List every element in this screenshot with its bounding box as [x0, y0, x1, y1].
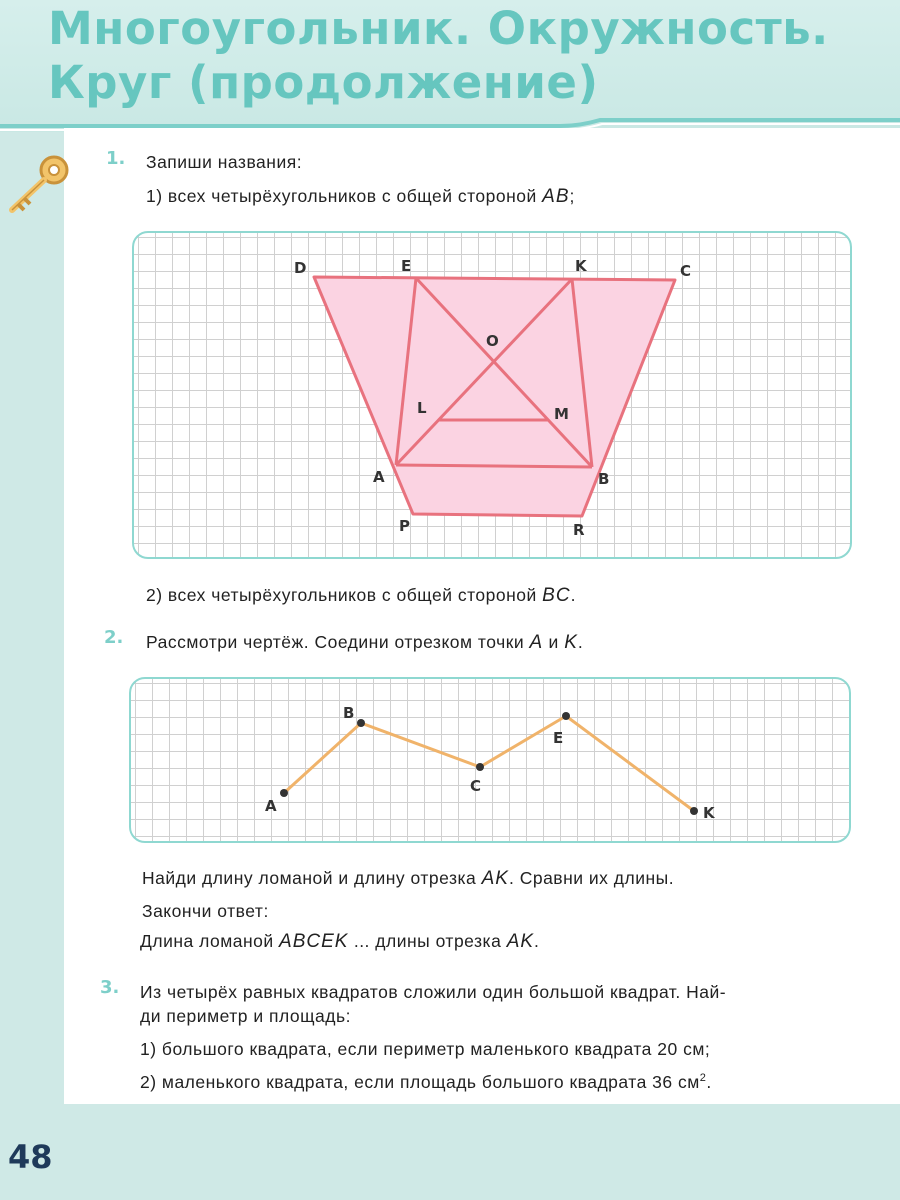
task2-find-suffix: . Сравни их длины. — [508, 868, 675, 888]
task2-intro-text: Рассмотри чертёж. Соедини отрезком точки — [146, 632, 530, 652]
superscript-2: 2 — [699, 1072, 707, 1085]
task1-item1-text: 1) всех четырёхугольников с общей стороной — [146, 186, 543, 206]
var-a: A — [529, 632, 544, 653]
point-b — [357, 719, 365, 727]
label-c: C — [680, 262, 692, 280]
label-a2: A — [265, 797, 277, 815]
task1-item2-suffix: . — [570, 585, 576, 605]
point-c — [476, 763, 484, 771]
task2-answer-suffix: . — [534, 931, 540, 951]
label-c2: C — [470, 777, 482, 795]
task1-item2-text: 2) всех четырёхугольников с общей стороной — [146, 585, 543, 605]
label-m: M — [554, 405, 569, 423]
task3-line2: ди периметр и площадь: — [140, 1006, 351, 1026]
var-ak-2: AK — [506, 931, 535, 952]
page-number: 48 — [8, 1138, 53, 1176]
var-ab: AB — [542, 186, 570, 207]
label-o: O — [486, 332, 499, 350]
task3-line1: Из четырёх равных квадратов сложили один большой квадрат. Най- — [140, 982, 727, 1002]
task3-number: 3. — [100, 977, 120, 998]
label-k: K — [575, 257, 587, 275]
label-k2: K — [703, 804, 715, 822]
label-b: B — [598, 470, 610, 488]
task2-find — [142, 868, 674, 890]
label-d: D — [294, 259, 307, 277]
task3-item1: 1) большого квадрата, если периметр маленького квадрата 20 см; — [140, 1039, 711, 1059]
point-e — [562, 712, 570, 720]
label-a: A — [373, 468, 385, 486]
task2-conj: и — [543, 632, 565, 652]
label-r: R — [573, 521, 585, 539]
label-p: P — [399, 517, 410, 535]
var-ak: AK — [481, 868, 509, 889]
task3-item2-text: 2) маленького квадрата, если площадь большого квадрата 36 см — [140, 1072, 700, 1092]
label-e2: E — [553, 729, 564, 747]
task2-answer-text: Длина ломаной — [140, 931, 280, 951]
point-k — [690, 807, 698, 815]
label-l: L — [417, 399, 427, 417]
title-line-1: Многоугольник. Окружность. — [48, 2, 829, 55]
label-b2: B — [343, 704, 355, 722]
task3-item2 — [140, 1072, 712, 1093]
task2-answer — [140, 931, 539, 953]
polyline-abcek — [284, 716, 694, 811]
var-abcek: ABCEK — [279, 931, 349, 952]
task3-item2-suffix: . — [706, 1072, 712, 1092]
task2-answer-mid: ... длины отрезка — [348, 931, 507, 951]
task1-intro: Запиши названия: — [146, 152, 303, 172]
title-line-2: Круг (продолжение) — [48, 56, 599, 109]
point-a — [280, 789, 288, 797]
var-bc: BC — [542, 585, 571, 606]
task2-find-text: Найди длину ломаной и длину отрезка — [142, 868, 482, 888]
task2-finish: Закончи ответ: — [142, 901, 269, 921]
task2-number: 2. — [104, 627, 124, 648]
var-k: K — [564, 632, 578, 653]
task2-intro-suffix: . — [577, 632, 584, 652]
label-e: E — [401, 257, 412, 275]
task1-number: 1. — [106, 148, 126, 169]
task1-item1-suffix: ; — [569, 186, 575, 206]
